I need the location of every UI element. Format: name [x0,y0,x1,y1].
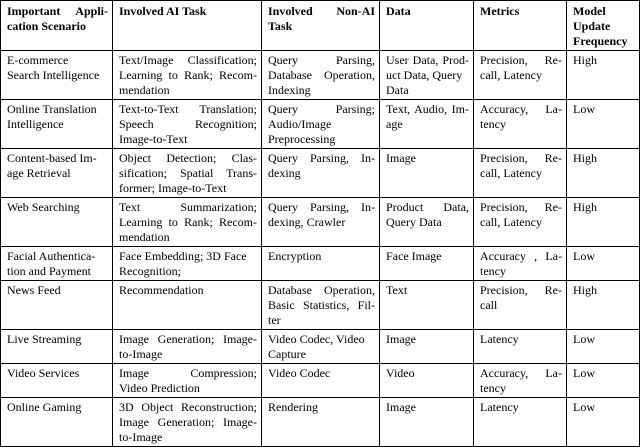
header-line: Update [573,19,611,33]
cell-line: Face Embedding; 3D Face [119,249,247,263]
cell-line: Rendering [268,400,318,414]
cell-line: call, Latency [480,166,542,180]
cell-data [380,398,474,447]
cell-data [380,100,474,149]
cell-non-ai-task [262,149,380,198]
cell-ai-task [113,198,262,247]
cell-line: tency [480,264,506,278]
header-update-frequency [567,1,640,51]
cell-ai-task [113,364,262,398]
cell-line: Encryption [268,249,322,263]
table-row [1,100,640,149]
cell-line: Text, Audio, Im- [386,102,469,116]
cell-line: News Feed [7,283,61,297]
cell-scenario [1,100,113,149]
cell-line: Accuracy, La- [480,102,562,116]
header-metrics [474,1,567,51]
cell-update-frequency [567,247,640,281]
cell-update-frequency [567,100,640,149]
cell-line: Latency [480,332,519,346]
cell-line: Database Operation, [268,68,375,82]
cell-line: Precision, Re- [480,283,562,297]
table-body [1,51,640,447]
cell-scenario [1,398,113,447]
cell-line: Content-based Im- [7,151,97,165]
cell-line: age [386,117,403,131]
header-scenario [1,1,113,51]
header-line: Involved Non-AI [268,4,375,18]
cell-non-ai-task [262,198,380,247]
cell-update-frequency [567,281,640,330]
cell-line: Image Compression; [119,366,257,380]
cell-data [380,149,474,198]
header-row [1,1,640,51]
cell-ai-task [113,281,262,330]
cell-line: dexing, Crawler [268,215,346,229]
table-row [1,149,640,198]
cell-line: Preprocessing [268,132,336,146]
cell-line: to-Image [119,430,163,444]
header-ai-task [113,1,262,51]
cell-line: Recognition; [119,264,181,278]
cell-update-frequency [567,330,640,364]
cell-scenario [1,330,113,364]
cell-line: Product Data, [386,200,469,214]
cell-line: Face Image [386,249,442,263]
cell-metrics [474,281,567,330]
cell-line: Data [386,83,409,97]
cell-line: tency [480,381,506,395]
cell-line: Image Generation; Image- [119,415,257,429]
cell-line: Query Data [386,215,442,229]
cell-line: Video Codec, Video [268,332,365,346]
cell-line: High [573,283,597,297]
cell-line: Text [386,283,408,297]
cell-ai-task [113,247,262,281]
cell-metrics [474,398,567,447]
cell-line: Query Parsing, [268,53,375,67]
cell-line: Video Prediction [119,381,200,395]
cell-update-frequency [567,398,640,447]
header-line: Metrics [480,4,520,18]
cell-line: to-Image [119,347,163,361]
cell-line: Learning to Rank; Recom- [119,68,257,82]
cell-line: Text Summarization; [119,200,257,214]
cell-ai-task [113,149,262,198]
cell-line: Capture [268,347,306,361]
cell-line: Indexing [268,83,311,97]
table-row [1,51,640,100]
cell-ai-task [113,100,262,149]
cell-data [380,330,474,364]
cell-update-frequency [567,149,640,198]
table-row [1,247,640,281]
cell-line: Audio/Image [268,117,332,131]
cell-data [380,51,474,100]
cell-data [380,198,474,247]
cell-line: sification; Spatial Trans- [119,166,257,180]
cell-scenario [1,149,113,198]
cell-non-ai-task [262,398,380,447]
cell-line: Learning to Rank; Recom- [119,215,257,229]
cell-line: call [480,298,498,312]
cell-line: ter [268,313,281,327]
cell-line: age Retrieval [7,166,71,180]
table-row [1,364,640,398]
cell-line: Image [386,400,416,414]
cell-non-ai-task [262,364,380,398]
cell-line: Image-to-Text [119,132,188,146]
cell-line: Live Streaming [7,332,82,346]
cell-line: Accuracy , La- [480,249,562,263]
cell-line: Online Translation [7,102,97,116]
cell-line: Database Operation, [268,283,375,297]
cell-line: Video Codec [268,366,331,380]
cell-line: Query Parsing, In- [268,200,375,214]
cell-line: E-commerce [7,53,69,67]
cell-ai-task [113,398,262,447]
cell-metrics [474,364,567,398]
cell-non-ai-task [262,100,380,149]
cell-line: tion and Payment [7,264,91,278]
cell-update-frequency [567,51,640,100]
cell-line: Intelligence [7,117,64,131]
cell-metrics [474,100,567,149]
header-line: cation Scenario [7,19,86,33]
cell-line: Low [573,366,595,380]
cell-metrics [474,330,567,364]
cell-line: Video [386,366,415,380]
cell-line: Text/Image Classification; [119,53,257,67]
cell-line: Video Services [7,366,80,380]
cell-line: Low [573,400,595,414]
cell-data [380,364,474,398]
cell-line: Web Searching [7,200,80,214]
header-line: Task [268,19,293,33]
cell-line: Basic Statistics, Fil- [268,298,375,312]
cell-data [380,247,474,281]
header-data [380,1,474,51]
cell-update-frequency [567,198,640,247]
cell-scenario [1,247,113,281]
cell-line: User Data, Prod- [386,53,469,67]
table-row [1,330,640,364]
cell-scenario [1,51,113,100]
cell-scenario [1,198,113,247]
cell-line: Low [573,249,595,263]
cell-ai-task [113,330,262,364]
cell-scenario [1,364,113,398]
cell-line: Precision, Re- [480,200,562,214]
cell-line: Speech Recognition; [119,117,257,131]
cell-metrics [474,198,567,247]
cell-line: Latency [480,400,519,414]
table-row [1,198,640,247]
cell-line: mendation [119,83,170,97]
cell-line: Image Generation; Image- [119,332,257,346]
cell-line: Query Parsing, In- [268,151,375,165]
cell-line: Image [386,332,416,346]
cell-line: former; Image-to-Text [119,181,227,195]
cell-line: Low [573,102,595,116]
cell-line: mendation [119,230,170,244]
cell-line: call, Latency [480,215,542,229]
cell-line: High [573,53,597,67]
cell-update-frequency [567,364,640,398]
cell-line: Search Intelligence [7,68,100,82]
cell-line: Facial Authentica- [7,249,96,263]
cell-line: Object Detection; Clas- [119,151,257,165]
cell-metrics [474,51,567,100]
header-line: Model [573,4,606,18]
cell-line: Low [573,332,595,346]
cell-line: Precision, Re- [480,53,562,67]
cell-line: uct Data, Query [386,68,463,82]
cell-metrics [474,247,567,281]
table-row [1,281,640,330]
cell-non-ai-task [262,281,380,330]
cell-line: Image [386,151,416,165]
cell-line: Recommendation [119,283,204,297]
cell-line: Accuracy, La- [480,366,562,380]
cell-line: 3D Object Reconstruction; [119,400,257,414]
cell-line: Precision, Re- [480,151,562,165]
cell-line: dexing [268,166,301,180]
cell-line: Text-to-Text Translation; [119,102,257,116]
cell-line: High [573,200,597,214]
cell-line: call, Latency [480,68,542,82]
cell-line: tency [480,117,506,131]
cell-non-ai-task [262,51,380,100]
table-row [1,398,640,447]
cell-scenario [1,281,113,330]
cell-line: High [573,151,597,165]
cell-line: Query Parsing; [268,102,375,116]
cell-ai-task [113,51,262,100]
cell-non-ai-task [262,247,380,281]
header-line: Frequency [573,34,628,48]
cell-data [380,281,474,330]
cell-line: Online Gaming [7,400,82,414]
header-non-ai-task [262,1,380,51]
header-line: Data [386,4,411,18]
header-line: Important Appli- [7,4,108,18]
cell-metrics [474,149,567,198]
cell-non-ai-task [262,330,380,364]
header-line: Involved AI Task [119,4,207,18]
